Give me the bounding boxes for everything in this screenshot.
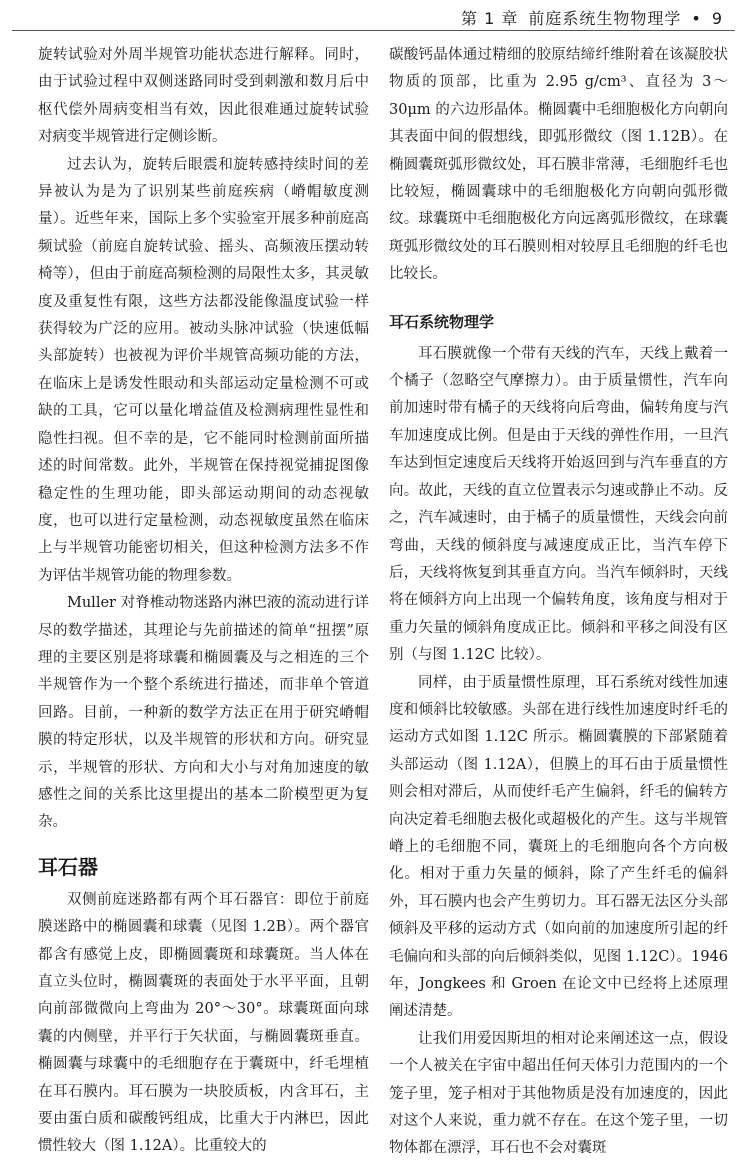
subsection-heading-otolith-physics: 耳石系统物理学 (389, 312, 495, 331)
page-number: 9 (711, 9, 723, 28)
paragraph: 同样，由于质量惯性原理，耳石系统对线性加速度和倾斜比较敏感。头部在进行线性加速度时纤毛的运动方式如图 1.12C 所示。椭圆囊膜的下部紧随着头部运动（图 1.12A），但膜上的耳石由于质量惯性则会相对滞后，从而使纤毛产生偏斜，纤毛的偏转方向决定着毛细胞去极化或超极化的产生。这与半规管嵴上的毛细胞不同，囊斑上的毛细胞向各个方向极化。相对于重力矢量的倾斜，除了产生纤毛的偏斜外，耳石膜内也会产生剪切力。耳石器无法区分头部倾斜及平移的运动方式（如向前的加速度所引起的纤毛偏向和头部的向后倾斜类似，见图 1.12C）。1946 年，Jongkees 和 Groen 在论文中已经将上述原理阐述清楚。 (389, 674, 728, 1020)
paragraph: 耳石膜就像一个带有天线的汽车，天线上戴着一个橘子（忽略空气摩擦力）。由于质量惯性，汽车向前加速时带有橘子的天线将向后弯曲，偏转角度与汽车加速度成比例。但是由于天线的弹性作用，一旦汽车达到恒定速度后天线将开始返回到与汽车垂直的方向。故此，天线的直立位置表示匀速或静止不动。反之，汽车减速时，由于橘子的质量惯性，天线会向前弯曲，天线的倾斜度与减速度成正比，当汽车停下后，天线将恢复到其垂直方向。当汽车倾斜时，天线将在倾斜方向上出现一个偏转角度，该角度与相对于重力矢量的倾斜角度成正比。倾斜和平移之间没有区别（与图 1.12C 比较）。 (389, 345, 728, 664)
paragraph: 过去认为，旋转后眼震和旋转感持续时间的差异被认为是为了识别某些前庭疾病（嵴帽敏度测量）。近些年来，国际上多个实验室开展多种前庭高频试验（前庭自旋转试验、摇头、高频液压摆动转椅等），但由于前庭高频检测的局限性太多，其灵敏度及重复性有限，这些方法都没能像温度试验一样获得较为广泛的应用。被动头脉冲试验（快速低幅头部旋转）也被视为评价半规管高频功能的方法，在临床上是诱发性眼动和头部运动定量检测不可或缺的工具，它可以量化增益值及检测病理性显性和隐性扫视。但不幸的是，它不能同时检测前面所描述的时间常数。此外，半规管在保持视觉捕捉图像稳定性的生理功能，即头部运动期间的动态视敏度，也可以进行定量检测，动态视敏度虽然在临床上与半规管功能密切相关，但这种检测方法多不作为评估半规管功能的物理参数。 (38, 156, 369, 584)
paragraph: Muller 对脊椎动物迷路内淋巴液的流动进行详尽的数学描述，其理论与先前描述的简单“扭摆”原理的主要区别是将球囊和椭圆囊及与之相连的三个半规管作为一个整个系统进行描述，而非单个管道回路。目前，一种新的数学方法正在用于研究嵴帽膜的特定形状，以及半规管的形状和方向。研究显示，半规管的形状、方向和大小与对角加速度的敏感性之间的关系比这里提出的基本二阶模型更为复杂。 (38, 595, 369, 831)
right-column (389, 42, 728, 1163)
chapter-title: 前庭系统生物物理学 (528, 9, 682, 28)
header-bullet: • (691, 9, 702, 28)
header-divider (12, 30, 735, 31)
paragraph: 碳酸钙晶体通过精细的胶原结缔纤维附着在该凝胶状物质的顶部，比重为 2.95 g/cm³、直径为 3～30μm 的六边形晶体。椭圆囊中毛细胞极化方向朝向其表面中间的假想线，即弧形微纹（图 1.12B）。在椭圆囊斑弧形微纹处，耳石膜非常薄，毛细胞纤毛也比较短，椭圆囊球中的毛细胞极化方向朝向弧形微纹。球囊斑中毛细胞极化方向远离弧形微纹，在球囊斑弧形微纹处的耳石膜则相对较厚且毛细胞的纤毛也比较长。 (389, 47, 728, 283)
paragraph: 让我们用爱因斯坦的相对论来阐述这一点，假设一个人被关在宇宙中超出任何天体引力范围内的一个笼子里，笼子相对于其他物质是没有加速度的，因此对这个人来说，重力就不存在。在这个笼子里，一切物体都在漂浮，耳石也不会对囊斑 (389, 1030, 728, 1157)
paragraph: 旋转试验对外周半规管功能状态进行解释。同时，由于试验过程中双侧迷路同时受到刺激和数月后中枢代偿外周病变相当有效，因此很难通过旋转试验对病变半规管进行定侧诊断。 (38, 47, 369, 146)
left-column (38, 42, 369, 1161)
section-heading-otolith: 耳石器 (38, 854, 98, 879)
paragraph: 双侧前庭迷路都有两个耳石器官：即位于前庭膜迷路中的椭圆囊和球囊（见图 1.2B）。两个器官都含有感觉上皮，即椭圆囊斑和球囊斑。当人体在直立头位时，椭圆囊斑的表面处于水平平面，且朝向前部微微向上弯曲为 20°～30°。球囊斑面向球囊的内侧壁，并平行于矢状面，与椭圆囊斑垂直。椭圆囊与球囊中的毛细胞存在于囊斑中，纤毛埋植在耳石膜内。耳石膜为一块胶质板，内含耳石，主要由蛋白质和碳酸钙组成，比重大于内淋巴，因此惯性较大（图 1.12A）。比重较大的 (38, 891, 369, 1155)
chapter-label: 第 1 章 (461, 9, 519, 28)
running-head (461, 6, 723, 29)
page-header (0, 0, 747, 32)
